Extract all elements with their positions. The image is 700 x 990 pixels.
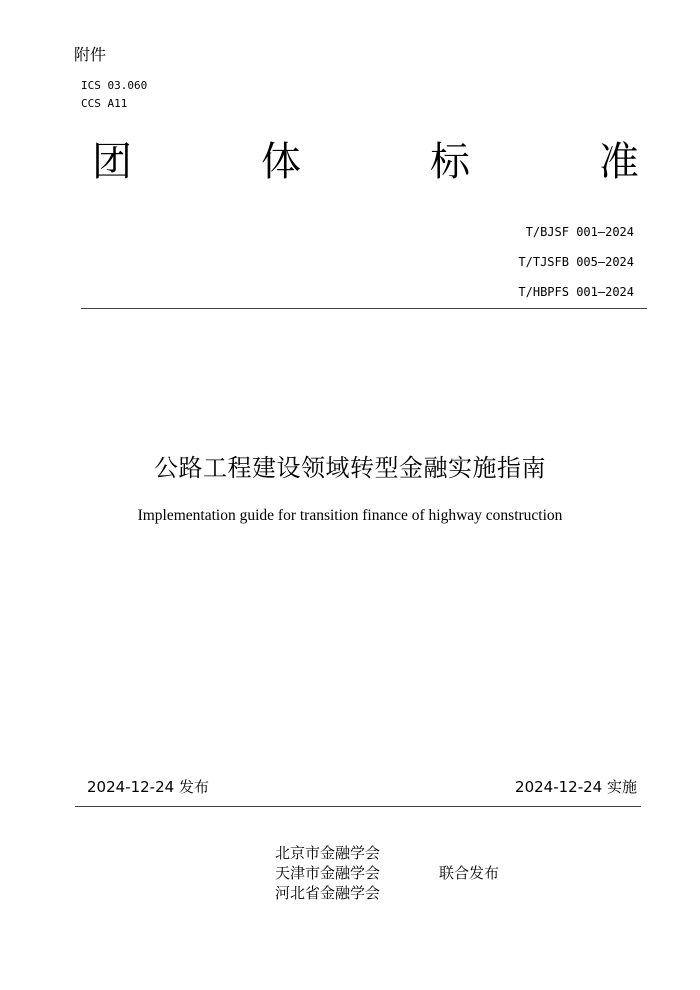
bottom-divider xyxy=(75,806,641,807)
ccs-code: CCS A11 xyxy=(81,97,128,110)
joint-release-label: 联合发布 xyxy=(439,864,500,882)
publisher-name: 北京市金融学会 xyxy=(275,844,381,862)
standard-type-char: 体 xyxy=(261,139,301,185)
standard-number: T/TJSFB 005—2024 xyxy=(518,255,634,269)
standard-type-char: 团 xyxy=(92,139,132,185)
implementation-date: 2024-12-24 实施 xyxy=(515,778,637,796)
standard-type-char: 准 xyxy=(599,139,639,185)
publisher-name: 河北省金融学会 xyxy=(275,884,381,902)
document-title-cn: 公路工程建设领域转型金融实施指南 xyxy=(154,454,546,482)
issue-date: 2024-12-24 发布 xyxy=(87,778,209,796)
document-title-en: Implementation guide for transition finance of highway construction xyxy=(137,507,563,524)
standard-type-char: 标 xyxy=(430,139,470,185)
ics-code: ICS 03.060 xyxy=(81,79,148,92)
publisher-name: 天津市金融学会 xyxy=(275,864,381,882)
attachment-label: 附件 xyxy=(74,45,107,64)
standard-number: T/BJSF 001—2024 xyxy=(525,225,634,239)
standard-number: T/HBPFS 001—2024 xyxy=(518,285,634,299)
top-divider xyxy=(81,308,647,309)
